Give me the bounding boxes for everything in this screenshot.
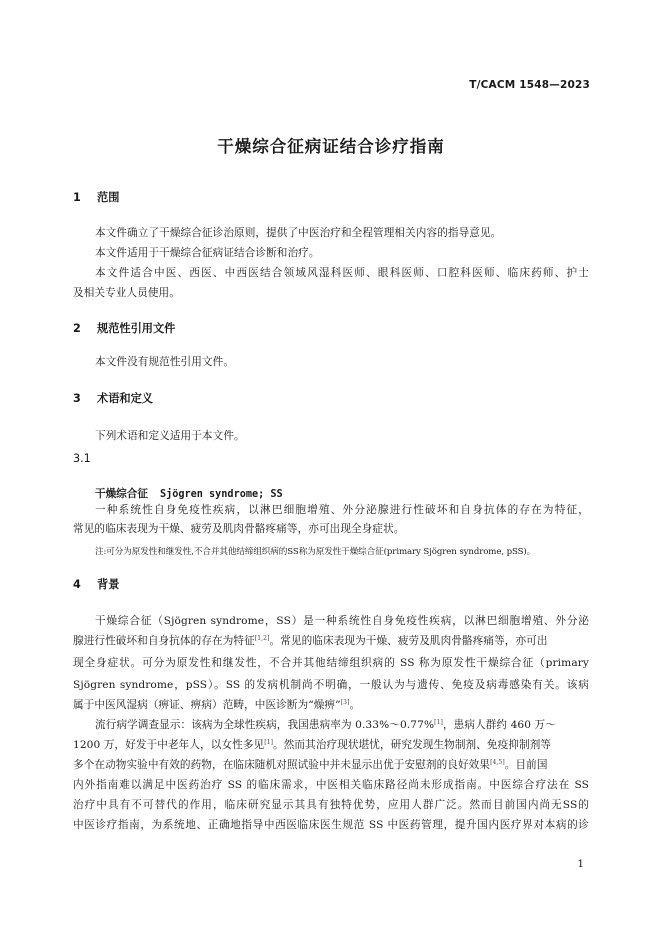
section-title: 范围 (97, 191, 120, 204)
body-line: Sjögren syndrome，pSS）。SS 的发病机制尚不明确，一般认为与遗传、免疫及病毒感染有关。该病 (73, 679, 589, 691)
text-run: 多个在动物实验中有效的药物，在临床随机对照试验中并未显示出优于安慰剂的良好效果 (73, 759, 491, 771)
body-line (73, 737, 551, 752)
text-run: 腺进行性破坏和自身抗体的存在为特征 (73, 635, 255, 647)
text-run: ，患病人群约 460 万～ (442, 719, 556, 731)
body-line (73, 697, 360, 712)
page-title: 干燥综合征病证结合诊疗指南 (217, 137, 445, 156)
body-line: 内外指南难以满足中医药治疗 SS 的临床需求，中医相关临床路径尚未形成指南。中医综合疗法在 SS (73, 779, 589, 791)
citation: [1] (264, 739, 274, 746)
body-line: 干燥综合征（Sjögren syndrome，SS）是一种系统性自身免疫性疾病，以淋巴细胞增殖、外分泌 (95, 615, 589, 627)
text-run: 1200 万，好发于中老年人，以女性多见 (73, 739, 265, 751)
citation: [4,5] (490, 759, 505, 766)
term-english: Sjögren syndrome; SS (159, 489, 283, 500)
body-line: 现全身症状。可分为原发性和继发性，不合并其他结缔组织病的 SS 称为原发性干燥综合征（primary (73, 657, 589, 669)
document-id: T/CACM 1548—2023 (469, 79, 590, 91)
note: 注:可分为原发性和继发性,不合并其他结缔组织病的SS称为原发性干燥综合征(primary Sjögren syndrome, pSS)。 (95, 547, 536, 557)
paragraph: 本文件确立了干燥综合征诊治原则，提供了中医治疗和全程管理相关内容的指导意见。 (95, 227, 502, 239)
paragraph: 下列术语和定义适用于本文件。 (95, 430, 245, 442)
section-title: 背景 (97, 578, 120, 591)
citation: [1,2] (254, 635, 270, 642)
body-line: 治疗中具有不可替代的作用，临床研究显示其具有独特优势，应用人群广泛。然而目前国内尚无SS的 (73, 799, 589, 811)
section-title: 术语和定义 (97, 392, 153, 405)
paragraph: 本文件适用于干燥综合征病证结合诊断和治疗。 (95, 247, 320, 259)
term-chinese: 干燥综合征 (95, 488, 148, 500)
term-definition-continued: 常见的临床表现为干燥、疲劳及肌肉骨骼疼痛等，亦可出现全身症状。 (73, 523, 405, 535)
body-line (73, 633, 548, 648)
paragraph: 本文件没有规范性引用文件。 (95, 356, 235, 368)
section-1-heading (73, 189, 119, 205)
section-number: 3 (73, 392, 81, 405)
subsection-number: 3.1 (73, 452, 91, 465)
body-line (73, 757, 548, 772)
paragraph: 本文件适合中医、西医、中西医结合领域风湿科医师、眼科医师、口腔科医师、临床药师、护士 (95, 267, 589, 279)
text-run: 。 (349, 699, 361, 711)
text-run: 流行病学调查显示：该病为全球性疾病，我国患病率为 0.33%～0.77% (95, 719, 435, 731)
citation: [1] (434, 719, 443, 726)
section-2-heading (73, 320, 175, 336)
section-number: 2 (73, 322, 81, 335)
citation: [3] (340, 699, 350, 706)
text-run: 。然而其治疗现状堪忧，研究发现生物制剂、免疫抑制剂等 (273, 739, 552, 751)
section-number: 4 (73, 578, 81, 591)
text-run: 。常见的临床表现为干燥、疲劳及肌肉骨骼疼痛等，亦可出 (269, 635, 548, 647)
section-number: 1 (73, 191, 81, 204)
text-run: 。目前国 (504, 759, 548, 771)
section-title: 规范性引用文件 (97, 322, 176, 335)
text-run: 属于中医风湿病（痹证、痹病）范畴，中医诊断为“燥痹” (73, 699, 341, 711)
section-4-heading (73, 576, 119, 592)
paragraph-continued: 及相关专业人员使用。 (73, 287, 180, 299)
term-definition: 一种系统性自身免疫性疾病，以淋巴细胞增殖、外分泌腺进行性破坏和自身抗体的存在为特征， (95, 504, 589, 516)
body-line: 中医诊疗指南，为系统地、正确地指导中西医临床医生规范 SS 中医药管理，提升国内医疗界对本病的诊 (73, 819, 589, 831)
page-number: 1 (577, 858, 584, 870)
body-line (95, 717, 556, 732)
section-3-heading (73, 390, 153, 406)
term-entry (95, 482, 283, 501)
